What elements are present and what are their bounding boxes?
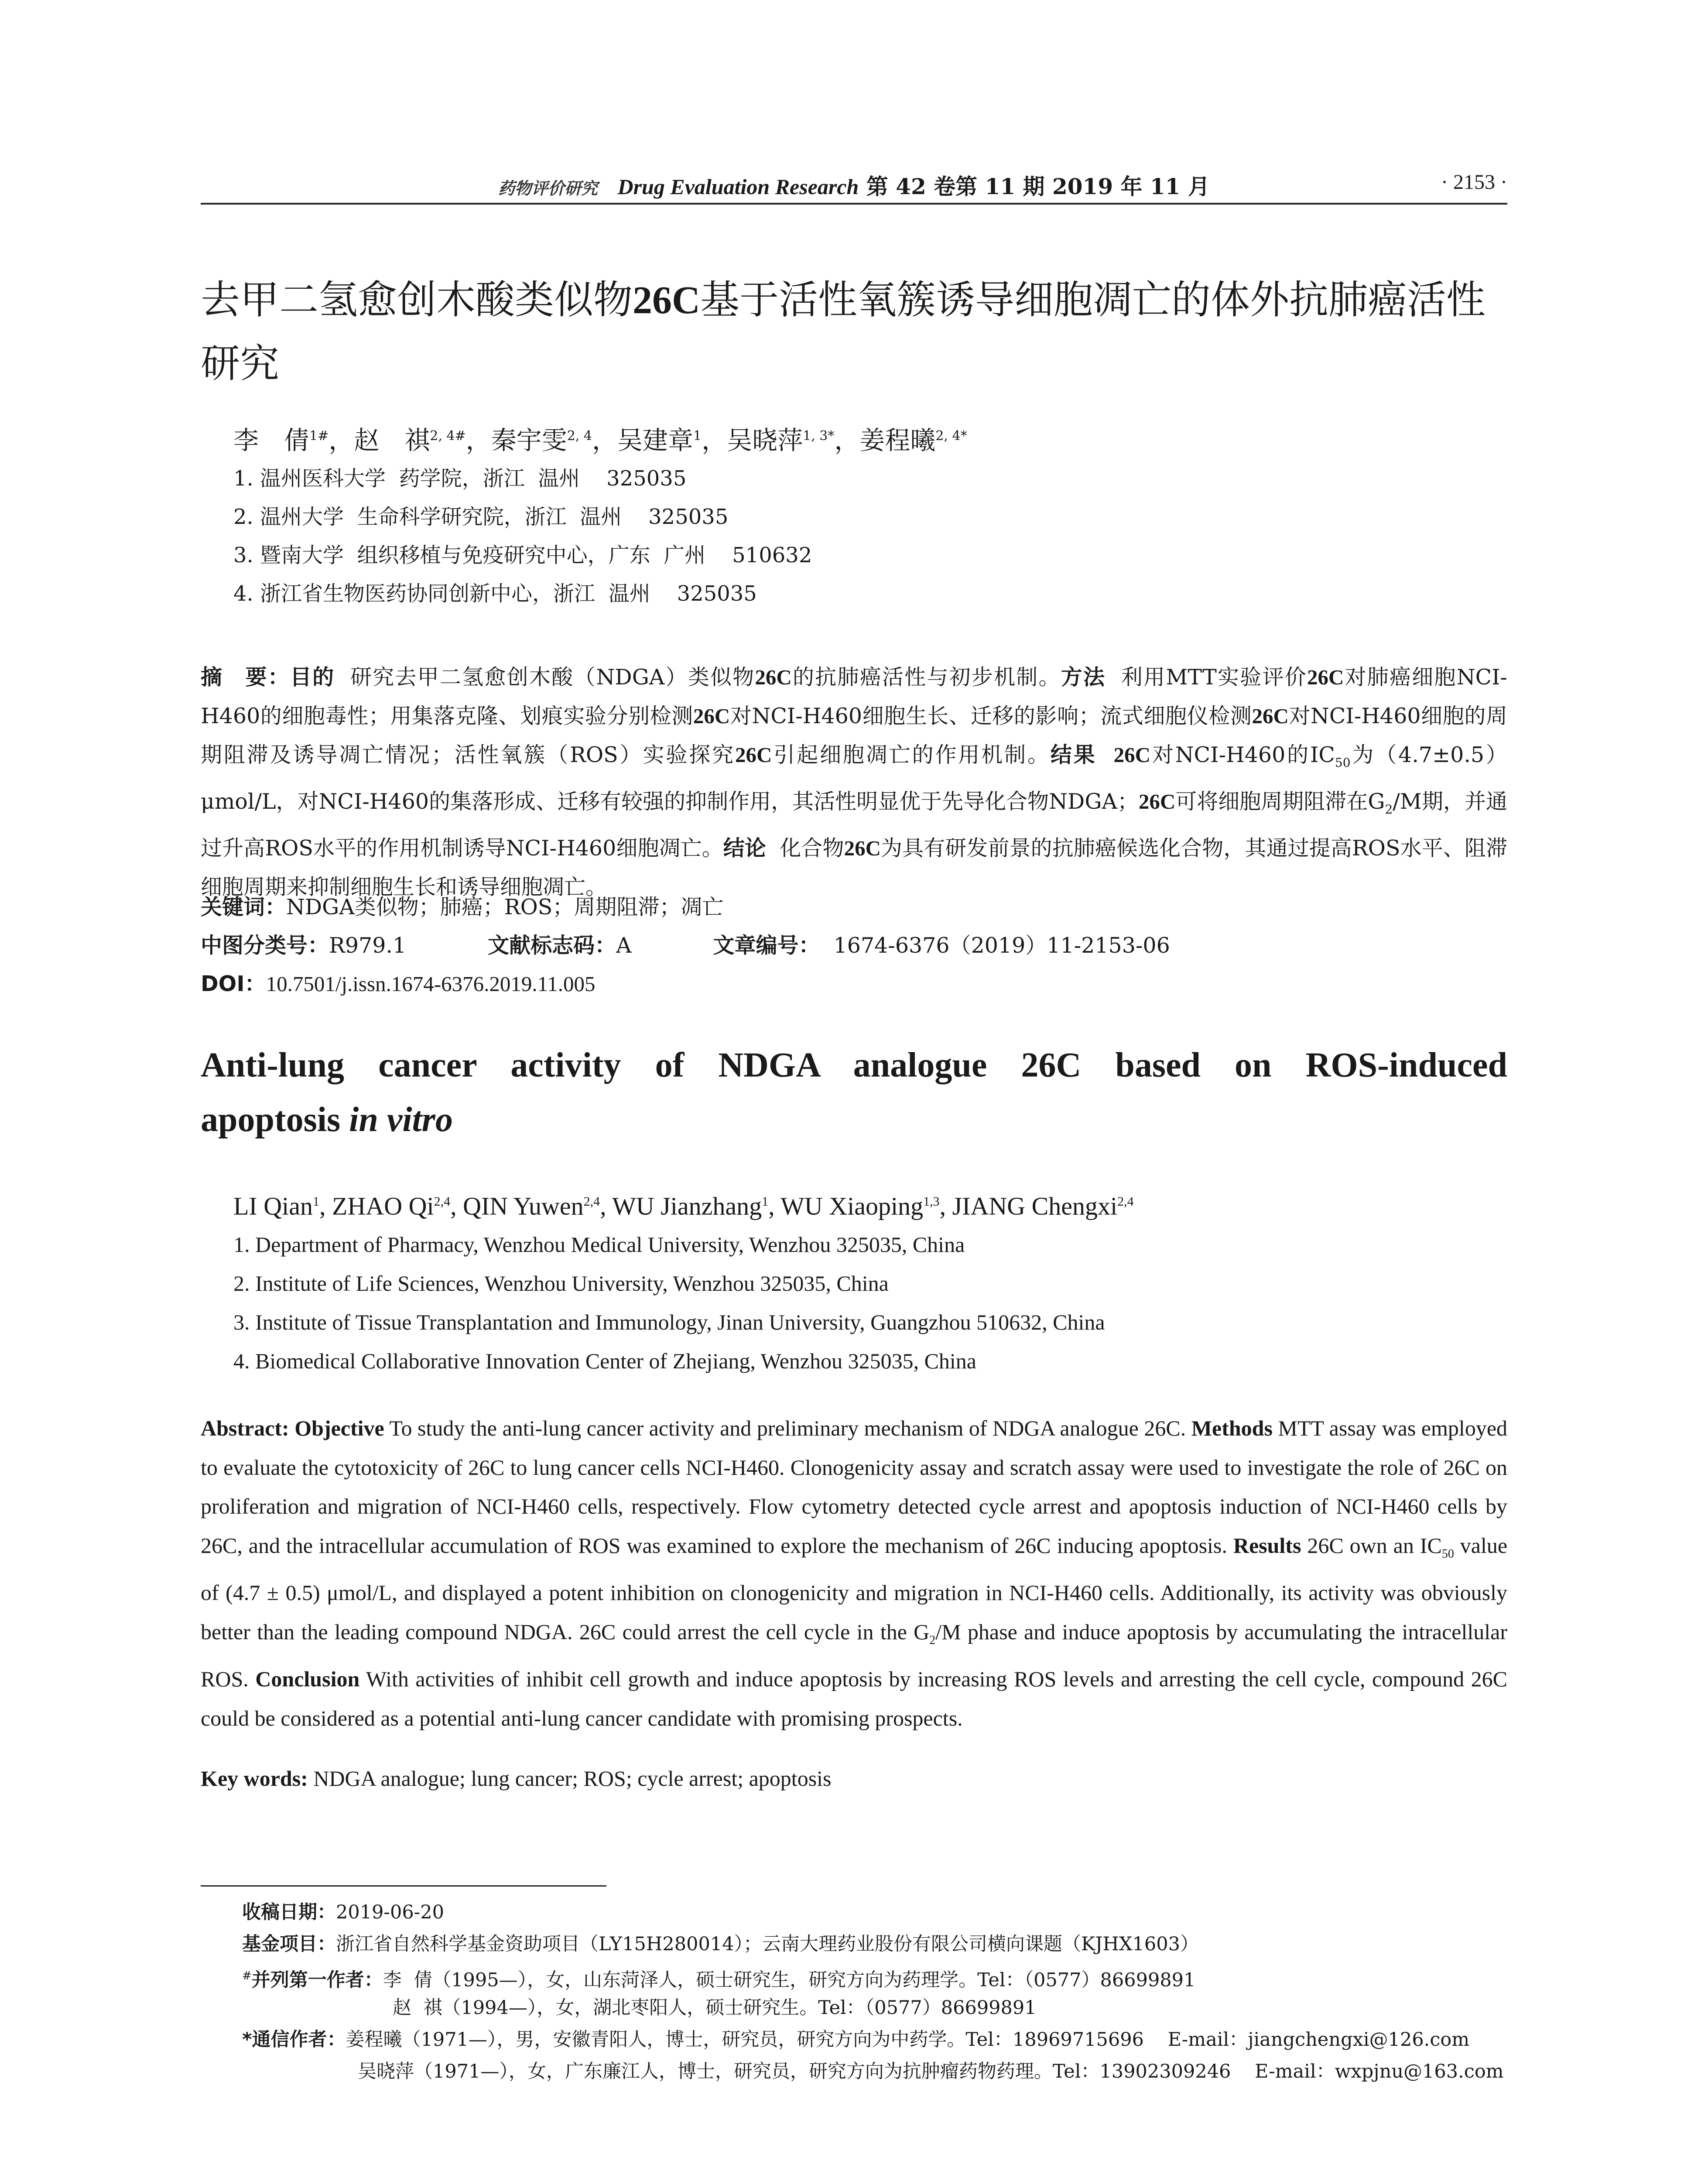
abstract-text: 对NCI-H460细胞生长、迁移的影响；流式细胞仪检测 xyxy=(730,704,1252,728)
objective-label: 目的 xyxy=(290,665,335,690)
title-en xyxy=(201,1038,1507,1147)
clc-value: R979.1 xyxy=(329,933,407,958)
compound-label: 26C xyxy=(693,704,730,728)
author-en: JIANG Chengxi xyxy=(952,1192,1118,1220)
abstract-text: 引起细胞凋亡的作用机制。 xyxy=(772,742,1051,767)
journal-logo: 药物评价研究 xyxy=(498,178,598,198)
fund-label: 基金项目： xyxy=(242,1933,336,1955)
author-sup: 2, 4# xyxy=(430,428,466,444)
affiliation-en: 3. Institute of Tissue Transplantation and Immunology, Jinan University, Guangzhou 510632, China xyxy=(233,1310,1105,1334)
author-cn: 李 倩 xyxy=(233,425,310,455)
author-en: LI Qian xyxy=(233,1192,313,1220)
corr-value: 姜程曦（1971—），男，安徽青阳人，博士，研究员，研究方向为中药学。Tel：18969715696 E-mail：jiangchengxi@126.com xyxy=(346,2029,1470,2051)
article-value: 1674-6376（2019）11-2153-06 xyxy=(833,933,1170,958)
cofirst-value: 李 倩（1995—），女，山东菏泽人，硕士研究生，研究方向为药理学。Tel：（0577）86699891 xyxy=(383,1969,1196,1991)
footnote-cofirst-2: 赵 祺（1994—），女，湖北枣阳人，硕士研究生。Tel：（0577）86699891 xyxy=(393,1997,1037,2019)
title-cn-part1: 去甲二氢愈创木酸类似物 xyxy=(201,277,633,323)
results-label-en: Results xyxy=(1233,1533,1301,1558)
abstract-text: 为具有研发前景的抗肺癌候选化合物，其通过提高ROS水平、阻滞细胞周期来抑制细胞生长和诱导细胞凋亡。 xyxy=(201,835,1507,899)
author-cn: 吴建章 xyxy=(617,425,693,455)
subscript: 50 xyxy=(1441,1547,1454,1561)
classification-line xyxy=(201,930,1170,961)
abstract-en-text: With activities of inhibit cell growth and induce apoptosis by increasing ROS levels and arresting the cell cycle, compound 26C could be considered as a potential anti-lung cancer candidate with promising prospects. xyxy=(201,1667,1507,1730)
header-center xyxy=(201,169,1507,201)
conclusion-label-en: Conclusion xyxy=(255,1667,360,1691)
author-en: QIN Yuwen xyxy=(463,1192,584,1220)
author-sup: 1, 3* xyxy=(803,428,835,444)
journal-name: Drug Evaluation Research xyxy=(617,174,859,199)
affiliation-en: 2. Institute of Life Sciences, Wenzhou University, Wenzhou 325035, China xyxy=(233,1271,889,1296)
keywords-en-label: Key words: xyxy=(201,1766,308,1791)
compound-label: 26C xyxy=(735,743,772,767)
corr-label: *通信作者： xyxy=(242,2029,346,2051)
title-cn-compound: 26C xyxy=(633,279,700,322)
abstract-text: 利用MTT实验评价 xyxy=(1121,665,1307,690)
author-en: ZHAO Qi xyxy=(332,1192,434,1220)
subscript: 2 xyxy=(929,1633,936,1647)
footnote-received xyxy=(242,1898,444,1926)
doc-label: 文献标志码： xyxy=(488,933,616,958)
author-cn: 吴晓萍 xyxy=(727,425,803,455)
cofirst-mark: # xyxy=(242,1969,252,1983)
author-cn: 赵 祺 xyxy=(354,425,430,455)
compound-label: 26C xyxy=(1252,704,1289,728)
abstract-en-text: value of (4.7 ± 0.5) μmol/L, and displayed a potent inhibition on clonogenicity and migration in NCI-H460 cells. Additionally, its activity was obviously better than the leading compound NDGA. 26C could arrest the cell cycle in the G xyxy=(201,1533,1508,1644)
affiliation-en: 4. Biomedical Collaborative Innovation Center of Zhejiang, Wenzhou 325035, China xyxy=(233,1349,977,1373)
abstract-cn-label: 摘 要： xyxy=(201,665,290,690)
fund-value: 浙江省自然科学基金资助项目（LY15H280014）；云南大理药业股份有限公司横向课题（KJHX1603） xyxy=(336,1933,1199,1955)
author-sup: 1 xyxy=(693,428,702,444)
compound-label: 26C xyxy=(1307,665,1344,689)
abstract-en-text: 26C own an IC xyxy=(1307,1533,1442,1558)
author-sup: 2,4 xyxy=(583,1194,600,1209)
doc-value: A xyxy=(616,933,632,958)
author-en: WU Xiaoping xyxy=(780,1192,924,1220)
doi-value: 10.7501/j.issn.1674-6376.2019.11.005 xyxy=(266,972,596,996)
abstract-en xyxy=(201,1409,1507,1738)
keywords-en xyxy=(201,1762,832,1795)
author-sup: 1 xyxy=(762,1194,769,1209)
author-en: WU Jianzhang xyxy=(612,1192,762,1220)
abstract-en-text: /M phase and induce apoptosis by accumulating the intracellular ROS. xyxy=(201,1619,1507,1691)
author-sup: 2, 4* xyxy=(935,428,967,444)
authors-en: LI Qian$^1$, ZHAO Qi$^{2,4}$, QIN Yuwen$^{2,4}$, WU Jianzhang$^1$, WU Xiaoping$^{1,3}$, JIANG Chengxi$^{2,4}$ xyxy=(233,1192,1134,1220)
compound-label: 26C xyxy=(755,665,792,689)
affiliation-cn: 1. 温州医科大学 药学院，浙江 温州 325035 xyxy=(233,466,687,491)
abstract-text: 为（4.7±0.5）μmol/L，对NCI-H460的集落形成、迁移有较强的抑制作用，其活性明显优于先导化合物NDGA； xyxy=(201,742,1507,814)
abstract-en-text: MTT assay was employed to evaluate the cytotoxicity of 26C to lung cancer cells NCI-H460. Clonogenicity assay and scratch assay were used to investigate the role of 26C on proliferation and migration of NCI-H460 cells, respectively. Flow cytometry detected cycle arrest and apoptosis induction of NCI-H460 cells by 26C, and the intracellular accumulation of ROS was examined to explore the mechanism of 26C inducing apoptosis. xyxy=(201,1416,1508,1558)
author-sup: 1,3 xyxy=(923,1194,940,1209)
abstract-text: 的抗肺癌活性与初步机制。 xyxy=(791,665,1061,690)
author-sup: 2,4 xyxy=(1117,1194,1134,1209)
issue-info: 第 42 卷第 11 期 2019 年 11 月 xyxy=(866,174,1210,199)
footnote-corr-2: 吴晓萍（1971—），女，广东廉江人，博士，研究员，研究方向为抗肿瘤药物药理。Tel：13902309246 E-mail：wxpjnu@163.com xyxy=(358,2061,1504,2082)
abstract-text: 研究去甲二氢愈创木酸（NDGA）类似物 xyxy=(350,665,755,690)
author-cn: 秦宇雯 xyxy=(491,425,567,455)
title-en-italic: in vitro xyxy=(349,1101,453,1139)
running-header xyxy=(201,169,1507,204)
affiliation-cn: 3. 暨南大学 组织移植与免疫研究中心，广东 广州 510632 xyxy=(233,543,812,567)
cofirst-label: 并列第一作者： xyxy=(251,1969,383,1991)
title-en-line2: apoptosis xyxy=(201,1101,349,1139)
abstract-cn xyxy=(201,658,1507,906)
abstract-text: 可将细胞周期阻滞在G xyxy=(1175,789,1385,814)
title-cn xyxy=(201,268,1507,395)
abstract-text: 对NCI-H460细胞的周期阻滞及诱导凋亡情况；活性氧簇（ROS）实验探究 xyxy=(201,704,1507,767)
methods-label: 方法 xyxy=(1061,665,1106,690)
results-label: 结果 xyxy=(1050,742,1097,767)
methods-label-en: Methods xyxy=(1191,1416,1273,1440)
affiliation-cn: 2. 温州大学 生命科学研究院，浙江 温州 325035 xyxy=(233,505,729,529)
compound-label: 26C xyxy=(1138,789,1176,814)
title-cn-part2: 基于活性氧簇诱导细胞凋亡的体外抗肺癌活性研究 xyxy=(201,277,1486,386)
doi-line xyxy=(201,969,596,999)
compound-label: 26C xyxy=(1113,743,1150,767)
authors-cn: 李 倩$^{1\#}$，赵 祺$^{2, 4\#}$，秦宇雯$^{2, 4}$，吴建章$^1$，吴晓萍$^{1, 3*}$，姜程曦$^{2, 4*}$ xyxy=(233,425,967,455)
keywords-cn xyxy=(201,892,723,923)
author-sup: 1# xyxy=(309,428,329,444)
author-cn: 姜程曦 xyxy=(859,425,936,455)
article-label: 文章编号： xyxy=(713,933,820,958)
abstract-en-label: Abstract: xyxy=(201,1416,289,1440)
abstract-text: /M期，并通过升高ROS水平的作用机制诱导NCI-H460细胞凋亡。 xyxy=(201,789,1507,861)
author-sup: 1 xyxy=(313,1194,319,1209)
abstract-en-text: To study the anti-lung cancer activity and preliminary mechanism of NDGA analogue 26C. xyxy=(389,1416,1186,1440)
footnote-rule xyxy=(201,1885,606,1887)
title-en-line1: Anti-lung cancer activity of NDGA analogue 26C based on ROS-induced xyxy=(201,1046,1507,1084)
keywords-en-text: NDGA analogue; lung cancer; ROS; cycle arrest; apoptosis xyxy=(313,1766,832,1791)
compound-label: 26C xyxy=(844,836,881,860)
author-sup: 2, 4 xyxy=(567,428,592,444)
abstract-text: 化合物 xyxy=(780,835,844,861)
keywords-cn-label: 关键词： xyxy=(201,895,287,920)
objective-label-en: Objective xyxy=(294,1416,384,1440)
keywords-cn-text: NDGA类似物；肺癌；ROS；周期阻滞；凋亡 xyxy=(286,895,724,920)
footnote-fund xyxy=(242,1930,1199,1958)
footnote-cofirst xyxy=(242,1962,1195,1994)
doi-label: DOI： xyxy=(201,971,266,996)
page-number: · 2153 · xyxy=(1441,171,1507,194)
header-rule xyxy=(201,203,1507,205)
received-label: 收稿日期： xyxy=(242,1901,336,1923)
received-value: 2019-06-20 xyxy=(336,1901,444,1923)
affiliation-cn: 4. 浙江省生物医药协同创新中心，浙江 温州 325035 xyxy=(233,581,757,606)
footnote-corr xyxy=(242,2026,1469,2054)
conclusion-label: 结论 xyxy=(723,835,766,861)
abstract-text: 对肺癌细胞NCI-H460的细胞毒性；用集落克隆、划痕实验分别检测 xyxy=(201,665,1507,728)
abstract-text: 对NCI-H460的IC xyxy=(1150,742,1335,767)
subscript: 2 xyxy=(1385,802,1393,817)
author-sup: 2,4 xyxy=(434,1194,451,1209)
clc-label: 中图分类号： xyxy=(201,933,329,958)
affiliation-en: 1. Department of Pharmacy, Wenzhou Medical University, Wenzhou 325035, China xyxy=(233,1232,965,1257)
subscript: 50 xyxy=(1335,755,1351,770)
